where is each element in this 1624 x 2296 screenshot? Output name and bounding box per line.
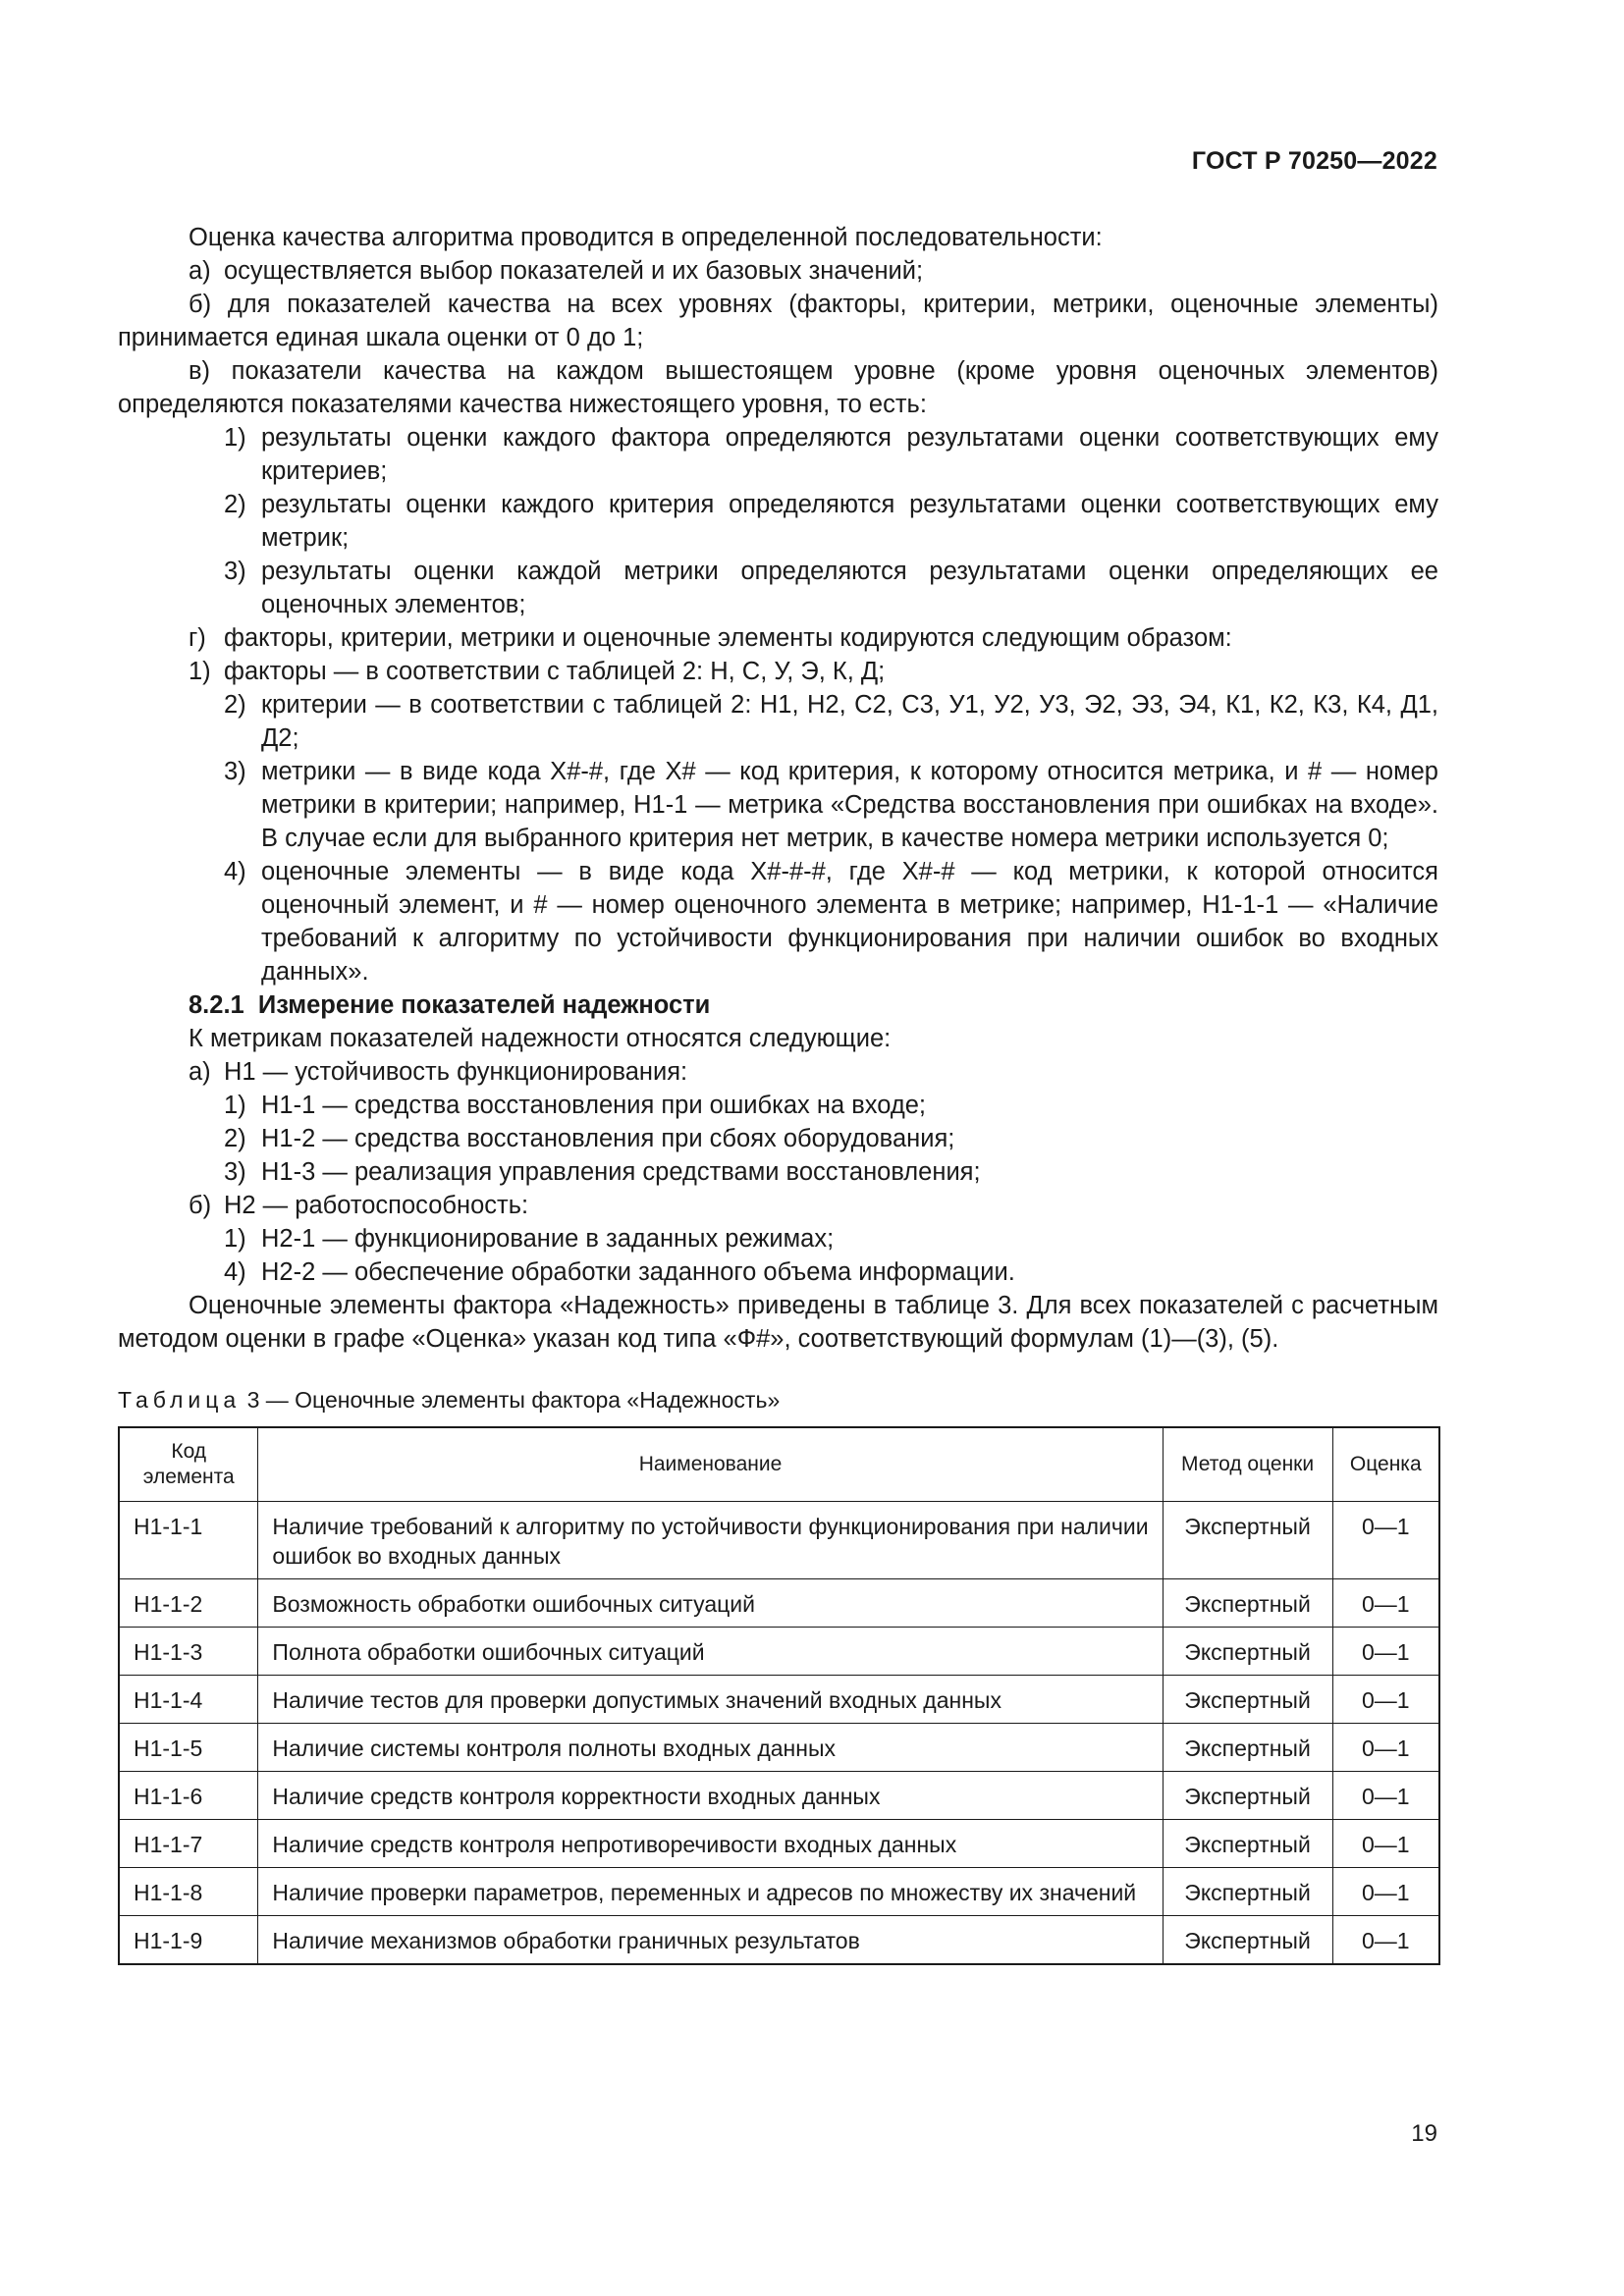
item-text: результаты оценки каждой метрики определяются результатами оценки определяющих ее оценочных элементов; — [261, 558, 1438, 618]
item-text: Н1-3 — реализация управления средствами восстановления; — [261, 1158, 981, 1186]
h1-item-1 — [118, 1089, 1438, 1122]
cell-score: 0—1 — [1332, 1916, 1439, 1965]
item-text: оценочные элементы — в виде кода Х#-#-#, где Х#-# — код метрики, к которой относится оценочный элемент, и # — номер оценочного элемента в метрике; например, Н1-1-1 — «Наличие требований к алгоритму по устойчивости функционирования при наличии ошибок во входных данных». — [261, 858, 1438, 986]
step-text: осуществляется выбор показателей и их базовых значений; — [224, 257, 924, 285]
cell-score: 0—1 — [1332, 1820, 1439, 1868]
table-caption-text: 3 — Оценочные элементы фактора «Надежность» — [246, 1387, 781, 1413]
item-number: 1) — [224, 1225, 246, 1253]
item-text: критерии — в соответствии с таблицей 2: Н1, Н2, С2, С3, У1, У2, У3, Э2, Э3, Э4, К1, К2, К3, К4, Д1, Д2; — [261, 691, 1438, 752]
step-v — [118, 354, 1438, 421]
cell-code: Н1-1-7 — [119, 1820, 258, 1868]
cell-method: Экспертный — [1163, 1676, 1332, 1724]
cell-score: 0—1 — [1332, 1724, 1439, 1772]
g-item-2 — [118, 688, 1438, 755]
step-a — [118, 254, 1438, 288]
table-header-row — [119, 1427, 1439, 1502]
column-header-score: Оценка — [1332, 1427, 1439, 1502]
item-number: 3) — [224, 758, 246, 785]
cell-name: Возможность обработки ошибочных ситуаций — [258, 1579, 1163, 1628]
h2-group — [118, 1189, 1438, 1222]
table-row — [119, 1916, 1439, 1965]
table-row — [119, 1676, 1439, 1724]
table-row — [119, 1772, 1439, 1820]
cell-name: Наличие средств контроля корректности входных данных — [258, 1772, 1163, 1820]
v-item-3 — [118, 555, 1438, 621]
cell-method: Экспертный — [1163, 1724, 1332, 1772]
item-text: Н1-2 — средства восстановления при сбоях оборудования; — [261, 1125, 955, 1152]
page-body — [118, 221, 1438, 1965]
table-row — [119, 1724, 1439, 1772]
document-code-header: ГОСТ Р 70250—2022 — [1191, 147, 1437, 175]
h2-item-1 — [118, 1222, 1438, 1255]
step-text: факторы, критерии, метрики и оценочные элементы кодируются следующим образом: — [224, 624, 1232, 652]
h1-item-3 — [118, 1155, 1438, 1189]
column-header-method: Метод оценки — [1163, 1427, 1332, 1502]
item-number: 3) — [224, 1158, 246, 1186]
cell-name: Наличие проверки параметров, переменных и адресов по множеству их значений — [258, 1868, 1163, 1916]
v-item-1 — [118, 421, 1438, 488]
item-number: 1) — [189, 658, 211, 685]
item-text: результаты оценки каждого фактора определяются результатами оценки соответствующих ему критериев; — [261, 424, 1438, 485]
h2-item-2 — [118, 1255, 1438, 1289]
column-header-name: Наименование — [258, 1427, 1163, 1502]
column-header-code: Код элемента — [119, 1427, 258, 1502]
table-row — [119, 1502, 1439, 1579]
item-number: 1) — [224, 1092, 246, 1119]
cell-method: Экспертный — [1163, 1772, 1332, 1820]
cell-name: Наличие средств контроля непротиворечивости входных данных — [258, 1820, 1163, 1868]
section-number: 8.2.1 — [189, 991, 244, 1019]
item-text: Н2 — работоспособность: — [224, 1192, 529, 1219]
step-b — [118, 288, 1438, 354]
cell-code: Н1-1-3 — [119, 1628, 258, 1676]
item-number: 2) — [224, 1125, 246, 1152]
section-title: Измерение показателей надежности — [257, 991, 711, 1019]
step-text: показатели качества на каждом вышестоящем уровне (кроме уровня оценочных элементов) определяются показателями качества нижестоящего уровня, то есть: — [118, 357, 1438, 418]
cell-code: Н1-1-5 — [119, 1724, 258, 1772]
item-text: метрики — в виде кода Х#-#, где Х# — код критерия, к которому относится метрика, и # — номер метрики в критерии; например, Н1-1 — метрика «Средства восстановления при ошибках на входе». В случае если для выбранного критерия нет метрик, в качестве номера метрики используется 0; — [261, 758, 1438, 852]
table-caption-word: Таблица — [118, 1387, 242, 1413]
item-number: 2) — [224, 491, 246, 518]
table-caption — [118, 1383, 1438, 1416]
closing-paragraph: Оценочные элементы фактора «Надежность» приведены в таблице 3. Для всех показателей с расчетным методом оценки в графе «Оценка» указан код типа «Ф#», соответствующий формулам (1)—(3), (5). — [118, 1292, 1438, 1353]
step-label: г) — [189, 624, 206, 652]
item-text: факторы — в соответствии с таблицей 2: Н, С, У, Э, К, Д; — [224, 658, 886, 685]
cell-name: Наличие требований к алгоритму по устойчивости функционирования при наличии ошибок во входных данных — [258, 1502, 1163, 1579]
cell-name: Наличие механизмов обработки граничных результатов — [258, 1916, 1163, 1965]
cell-method: Экспертный — [1163, 1502, 1332, 1579]
table-row — [119, 1820, 1439, 1868]
step-label: в) — [189, 357, 211, 385]
cell-method: Экспертный — [1163, 1628, 1332, 1676]
table-row — [119, 1628, 1439, 1676]
item-text: Н2-1 — функционирование в заданных режимах; — [261, 1225, 835, 1253]
metrics-intro: К метрикам показателей надежности относятся следующие: — [189, 1025, 892, 1052]
item-number: 4) — [224, 858, 246, 885]
cell-code: Н1-1-6 — [119, 1772, 258, 1820]
h1-group — [118, 1055, 1438, 1089]
cell-code: Н1-1-8 — [119, 1868, 258, 1916]
cell-code: Н1-1-9 — [119, 1916, 258, 1965]
table-row — [119, 1579, 1439, 1628]
cell-code: Н1-1-2 — [119, 1579, 258, 1628]
intro-paragraph: Оценка качества алгоритма проводится в определенной последовательности: — [189, 224, 1103, 251]
item-text: Н1-1 — средства восстановления при ошибках на входе; — [261, 1092, 927, 1119]
cell-score: 0—1 — [1332, 1868, 1439, 1916]
item-number: 3) — [224, 558, 246, 585]
section-heading — [118, 988, 1438, 1022]
step-label: а) — [189, 257, 211, 285]
g-item-4 — [118, 855, 1438, 988]
g-item-1 — [118, 655, 1438, 688]
cell-score: 0—1 — [1332, 1676, 1439, 1724]
cell-method: Экспертный — [1163, 1868, 1332, 1916]
reliability-elements-table — [118, 1426, 1440, 1965]
g-item-3 — [118, 755, 1438, 855]
cell-method: Экспертный — [1163, 1820, 1332, 1868]
step-text: для показателей качества на всех уровнях (факторы, критерии, метрики, оценочные элементы) принимается единая шкала оценки от 0 до 1; — [118, 291, 1438, 351]
cell-score: 0—1 — [1332, 1772, 1439, 1820]
h1-item-2 — [118, 1122, 1438, 1155]
cell-method: Экспертный — [1163, 1579, 1332, 1628]
cell-code: Н1-1-4 — [119, 1676, 258, 1724]
item-text: результаты оценки каждого критерия определяются результатами оценки соответствующих ему метрик; — [261, 491, 1438, 552]
item-text: Н1 — устойчивость функционирования: — [224, 1058, 688, 1086]
cell-name: Наличие системы контроля полноты входных данных — [258, 1724, 1163, 1772]
cell-name: Полнота обработки ошибочных ситуаций — [258, 1628, 1163, 1676]
cell-code: Н1-1-1 — [119, 1502, 258, 1579]
cell-score: 0—1 — [1332, 1628, 1439, 1676]
cell-method: Экспертный — [1163, 1916, 1332, 1965]
item-number: 1) — [224, 424, 246, 452]
cell-score: 0—1 — [1332, 1502, 1439, 1579]
item-number: 2) — [224, 691, 246, 719]
cell-name: Наличие тестов для проверки допустимых значений входных данных — [258, 1676, 1163, 1724]
item-number: 4) — [224, 1258, 246, 1286]
step-label: б) — [189, 291, 212, 318]
cell-score: 0—1 — [1332, 1579, 1439, 1628]
v-item-2 — [118, 488, 1438, 555]
item-label: а) — [189, 1058, 211, 1086]
item-label: б) — [189, 1192, 212, 1219]
table-row — [119, 1868, 1439, 1916]
page-number: 19 — [1411, 2120, 1437, 2147]
item-text: Н2-2 — обеспечение обработки заданного объема информации. — [261, 1258, 1015, 1286]
step-g — [118, 621, 1438, 655]
